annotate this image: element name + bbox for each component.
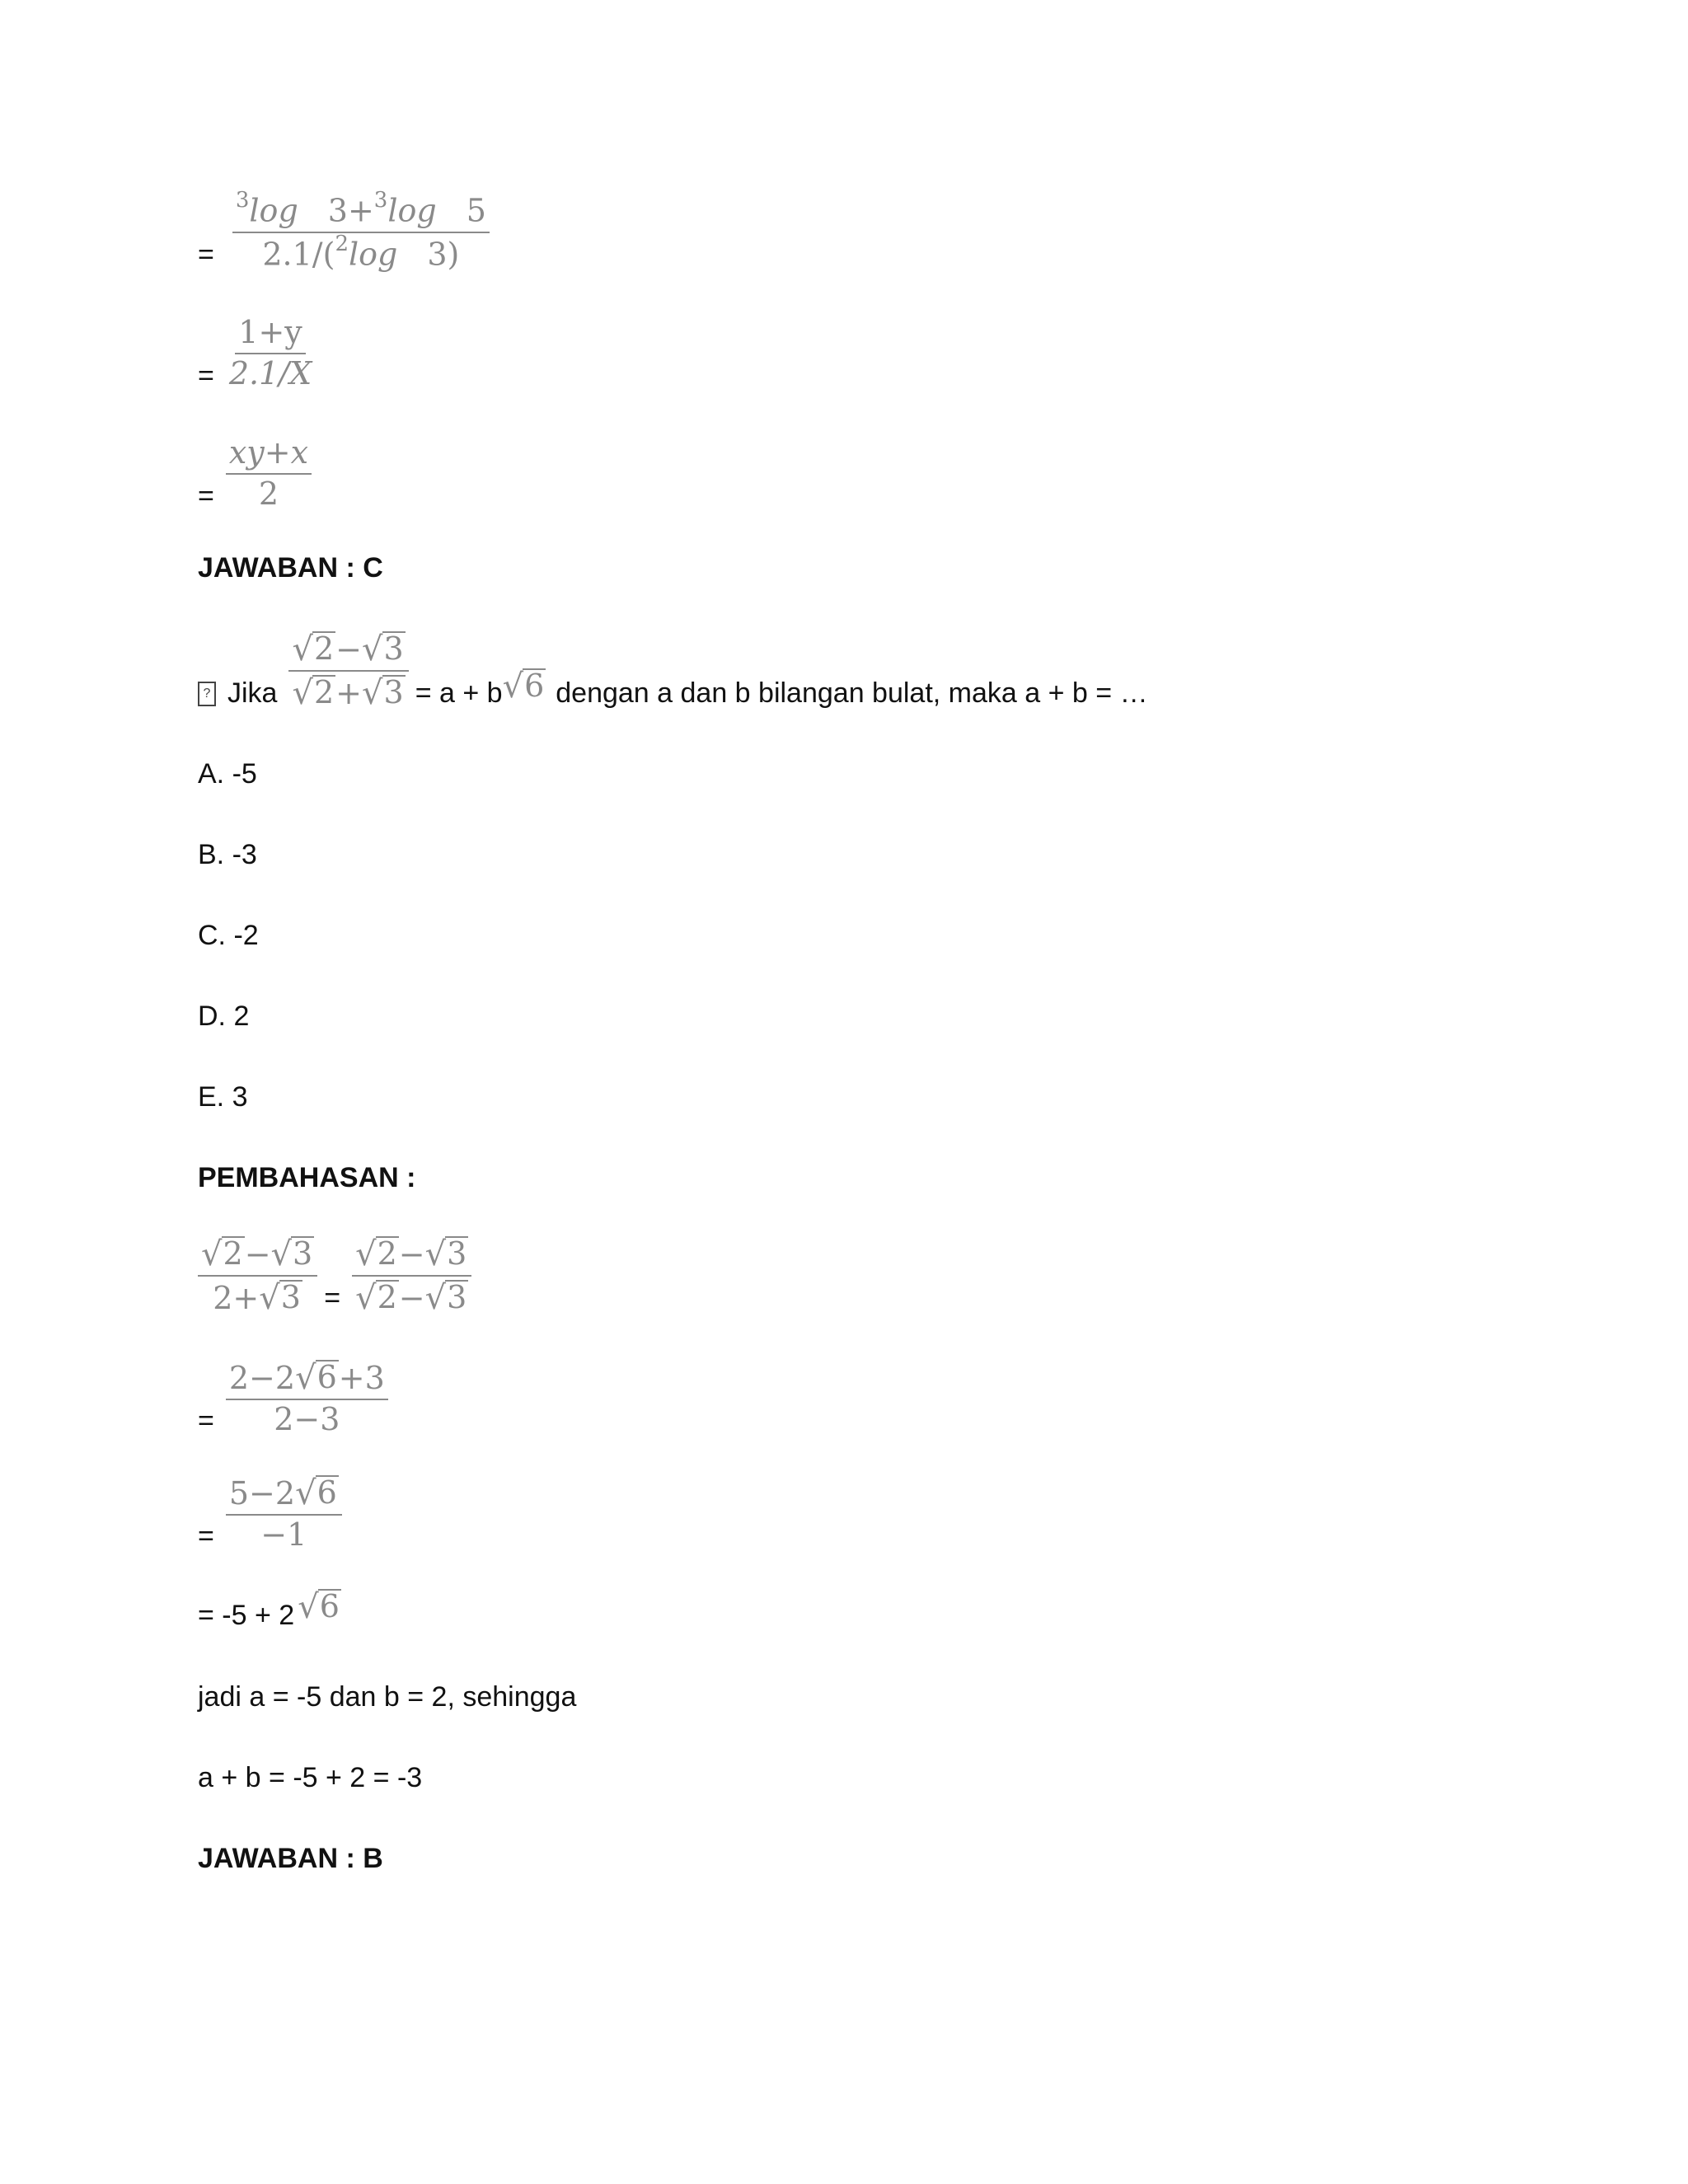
solution-fraction-2: 2−2 √ 6 +3 2−3 (226, 1360, 388, 1436)
fraction-1-plus-y: $\frac{1+y}{2.1/X}$ (228, 314, 312, 391)
option-a: A. -5 (198, 758, 257, 790)
equals-sign: = (198, 480, 214, 513)
answer-b-line (198, 1843, 383, 1875)
solution-step4-line: = -5 + 2 √ 6 (198, 1587, 340, 1631)
question-sqrt6: √ 6 (502, 667, 545, 705)
equals-sign: = (198, 360, 214, 392)
option-b: B. -3 (198, 839, 257, 870)
pembahasan-heading: PEMBAHASAN : (198, 1162, 416, 1193)
fraction-xy-plus-x: $\frac{xy+x}{2}$ (226, 437, 312, 511)
log-fraction-denominator: 2.1/($^2$log 3) (262, 231, 460, 273)
step3-line (198, 434, 318, 513)
equals-sign: = (198, 1520, 214, 1552)
question-jika: Jika (227, 677, 278, 710)
equals-sign: = (324, 1282, 341, 1315)
solution-fraction-3: 5−2 √ 6 −1 (226, 1475, 342, 1552)
solution-step2-line (198, 1360, 395, 1436)
bullet-icon: ? (198, 682, 216, 706)
answer-c: JAWABAN : C (198, 552, 383, 583)
log-fraction (232, 188, 490, 273)
question-fraction: √ 2 − √ 3 √ 2 + √ 3 (288, 631, 408, 710)
sqrt6: √ 6 (298, 1587, 340, 1626)
solution-left-fraction: √ 2 − √ 3 2+ √ 3 (198, 1236, 317, 1315)
option-e: E. 3 (198, 1081, 248, 1113)
question-rest: dengan a dan b bilangan bulat, maka a + b = … (556, 677, 1148, 710)
solution-result-line: a + b = -5 + 2 = -3 (198, 1762, 423, 1793)
log-fraction-numerator: $^3$log 3+$^3$log 5 (232, 193, 490, 233)
option-c: C. -2 (198, 920, 259, 951)
solution-conclusion-line: jadi a = -5 dan b = 2, sehingga (198, 1681, 577, 1713)
solution-right-fraction: √ 2 − √ 3 √ 2 − √ 3 (352, 1236, 471, 1315)
solution-step3-line (198, 1475, 349, 1552)
equals-sign: = (198, 239, 214, 271)
question-line (198, 631, 1148, 710)
step2-line (198, 316, 321, 391)
equals-sign: = (198, 1404, 214, 1436)
solution-step1-line (198, 1236, 478, 1315)
answer-c-line (198, 552, 383, 584)
step1-line (198, 188, 496, 273)
answer-b: JAWABAN : B (198, 1843, 383, 1874)
question-rhs: = a + b (415, 677, 503, 710)
option-d: D. 2 (198, 1001, 250, 1032)
